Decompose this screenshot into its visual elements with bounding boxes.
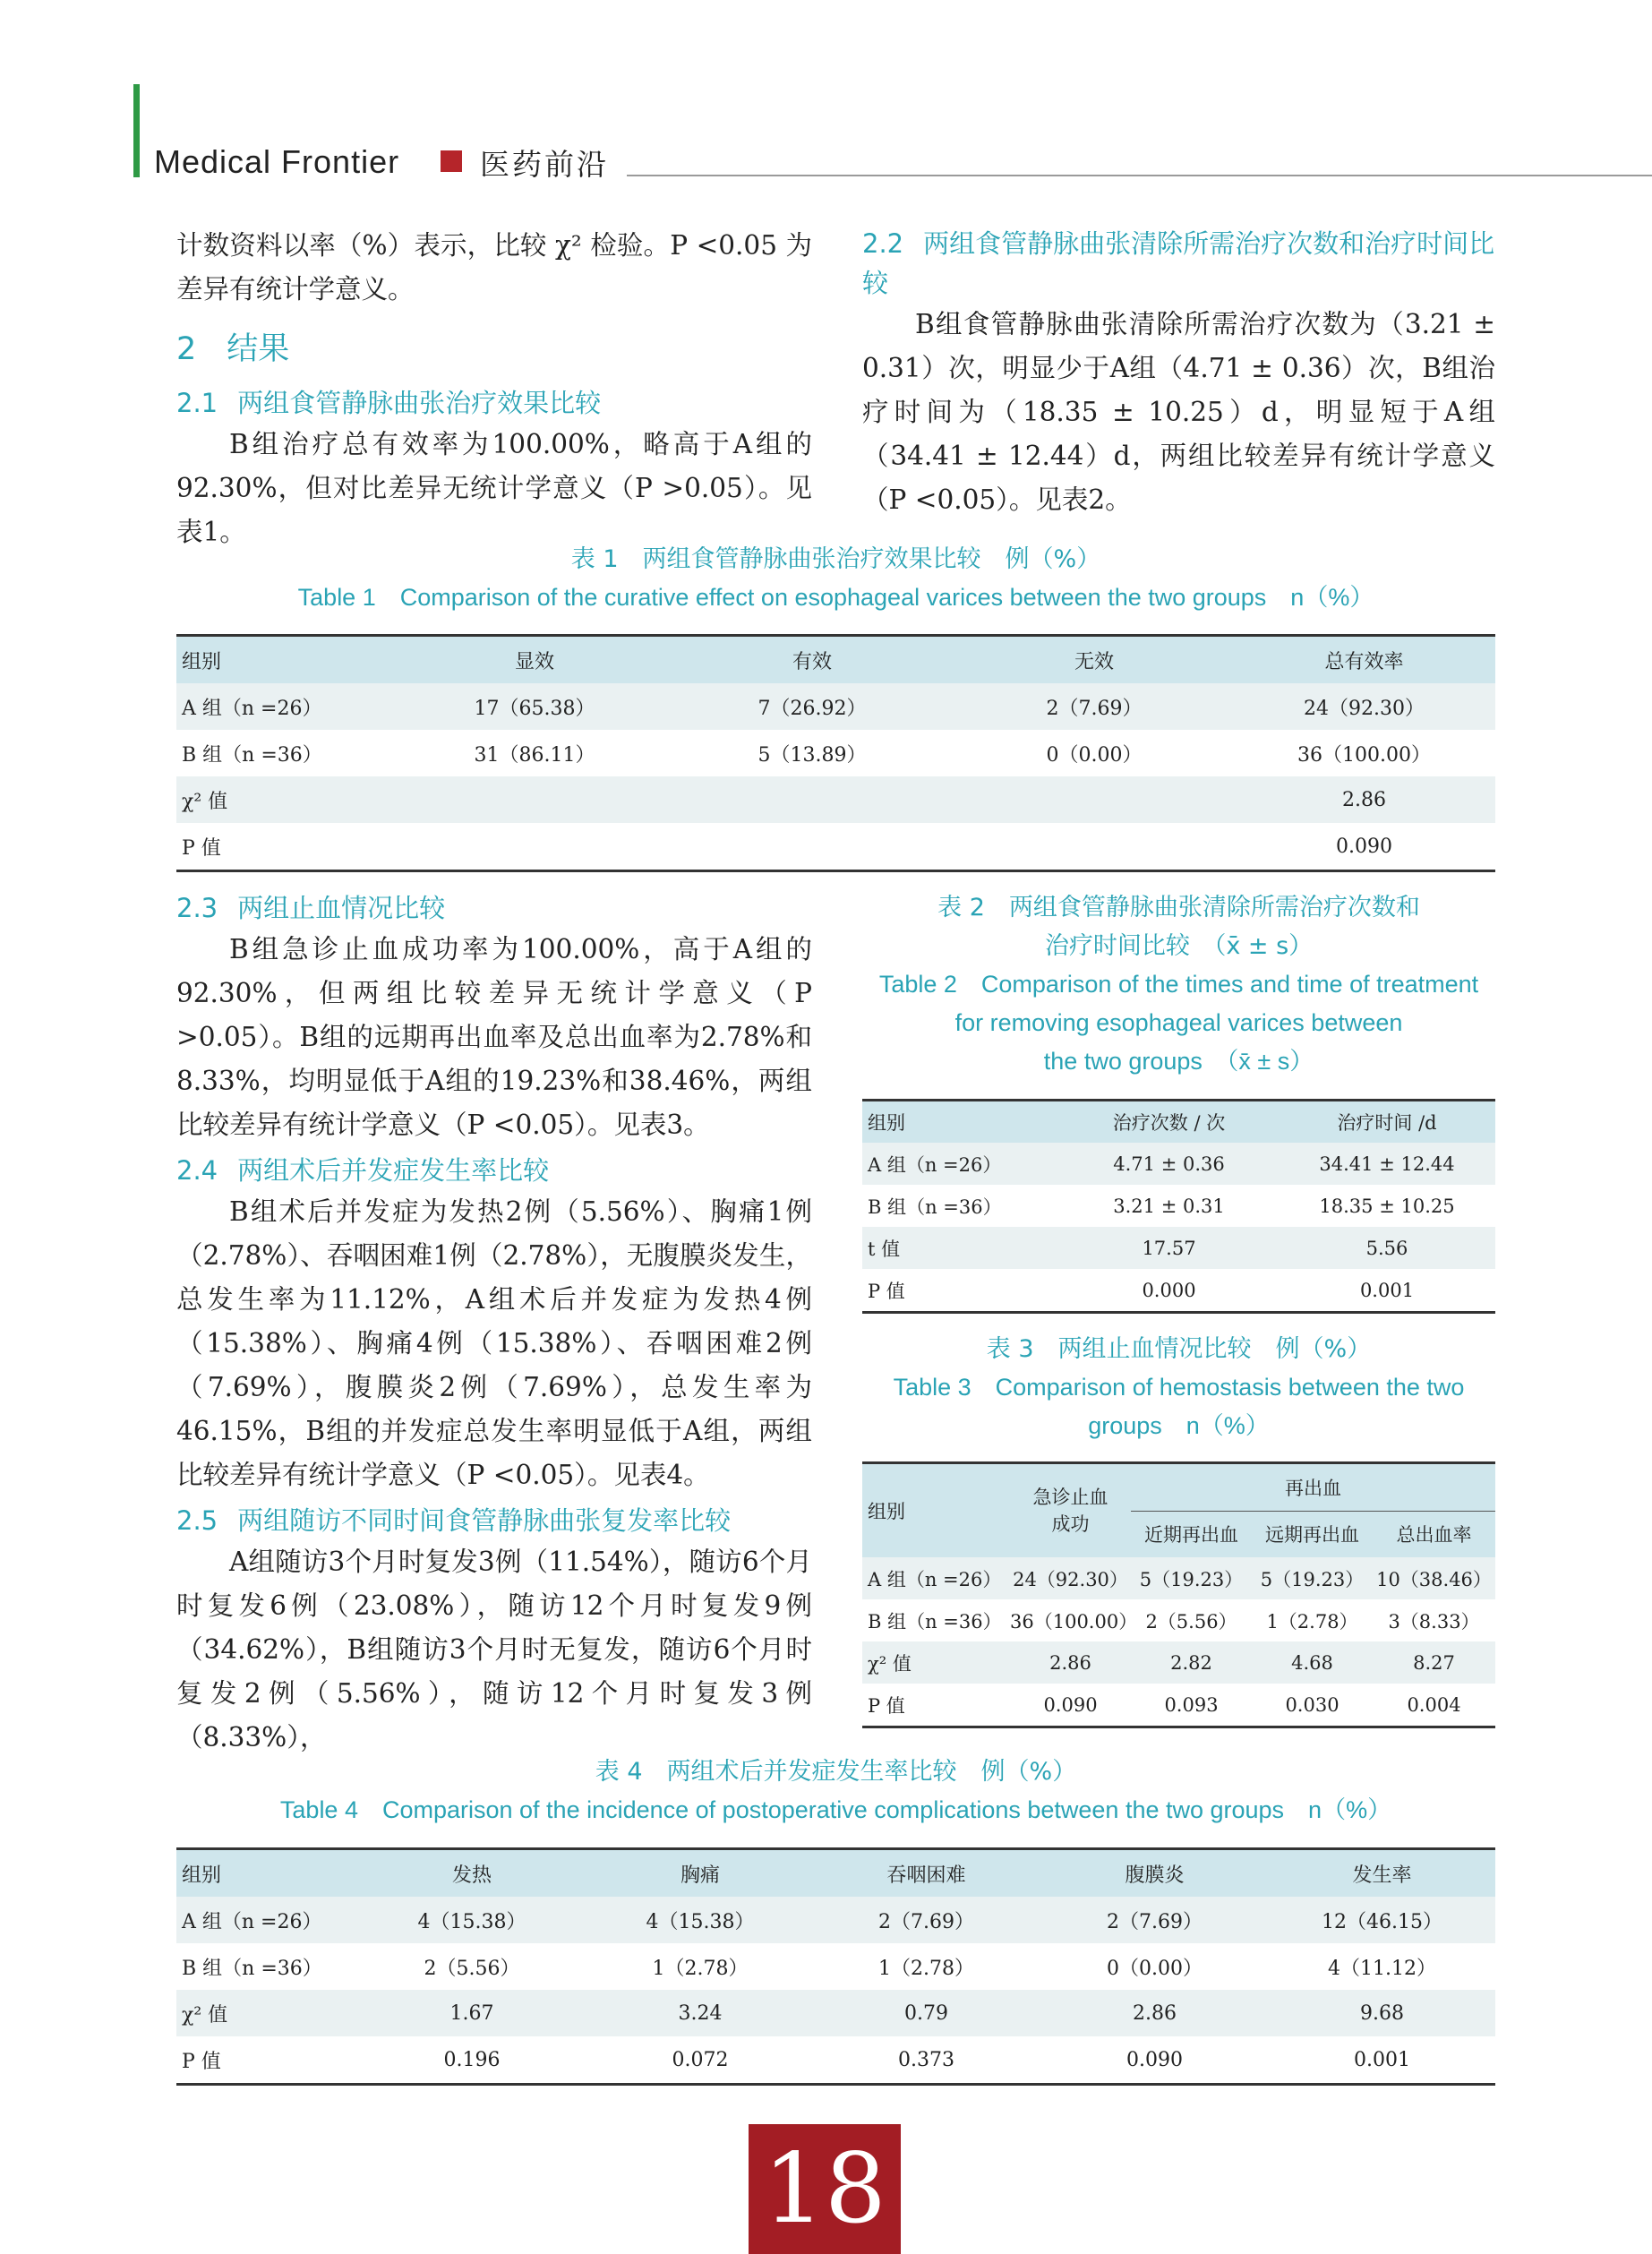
section-number: 2.3: [176, 893, 218, 923]
header-cell: 显效: [400, 636, 669, 684]
cell: 2.86: [1010, 1641, 1131, 1684]
cell: 2（5.56）: [1145, 1610, 1237, 1633]
cell: [400, 823, 669, 871]
cell: P 值: [182, 836, 221, 860]
cell: A 组（n =26）: [862, 1557, 1010, 1599]
cell: 31（86.11）: [474, 743, 595, 767]
cell: [669, 823, 955, 871]
table-row: [862, 1557, 1495, 1599]
section-number: 2.2: [862, 228, 904, 259]
table-header-row: [176, 636, 1495, 684]
cell: 4.71 ± 0.36: [1059, 1143, 1279, 1185]
table-1: [176, 634, 1495, 872]
cell: 17.57: [1059, 1227, 1279, 1269]
cell: 0.072: [672, 2048, 729, 2071]
table-row: [176, 1990, 1495, 2036]
section-number: 2.4: [176, 1155, 218, 1186]
cell: B 组（n =36）: [868, 1196, 1002, 1218]
cell: 0.090: [1043, 1693, 1098, 1716]
caption-cn: 治疗时间比较 （x̄ ± s）: [1044, 932, 1314, 960]
cell: 12（46.15）: [1269, 1897, 1495, 1943]
cell: 1（2.78）: [878, 1957, 974, 1980]
cell: B 组（n =36）: [182, 1957, 322, 1980]
cell: 8.27: [1373, 1641, 1495, 1684]
cell: 5（13.89）: [758, 743, 867, 767]
caption-en: groups n（%）: [1088, 1412, 1270, 1439]
cell: 0（0.00）: [1046, 743, 1143, 767]
cell: 4（15.38）: [355, 1897, 588, 1943]
header-cell: 组别: [862, 1463, 1010, 1558]
cell: 36（100.00）: [1010, 1610, 1138, 1633]
section-title: 两组术后并发症发生率比较: [237, 1155, 550, 1186]
header-cell: 发热: [355, 1849, 588, 1898]
cell: 0.001: [1359, 1279, 1415, 1301]
cell: 0.000: [1142, 1279, 1196, 1301]
header-cell: 组别: [176, 1849, 355, 1898]
header-cell: 无效: [955, 636, 1233, 684]
header-cell: 总出血率: [1373, 1511, 1495, 1557]
cell: A 组（n =26）: [176, 683, 400, 730]
caption-en: Table 4 Comparison of the incidence of postoperative complications between the two groups n（%）: [279, 1796, 1392, 1823]
paragraph-2-5: A组随访3个月时复发3例（11.54%），随访6个月时复发6例（23.08%），随访12个月时复发9例（34.62%），B组随访3个月时无复发，随访6个月时复发2例（5.56%），随访12个月时复发3例（8.33%），: [176, 1547, 812, 1753]
cell: 3.21 ± 0.31: [1113, 1195, 1225, 1217]
cell: 10（38.46）: [1373, 1557, 1495, 1599]
section-2-1-heading: [176, 383, 812, 423]
cell: 4（15.38）: [588, 1897, 812, 1943]
cell: χ² 值: [176, 776, 400, 823]
table-header-row: [862, 1101, 1495, 1144]
table-row: [862, 1143, 1495, 1185]
section-2-4-heading: [176, 1151, 812, 1190]
header-cell: 发生率: [1269, 1849, 1495, 1898]
cell: 34.41 ± 12.44: [1279, 1143, 1495, 1185]
section-title: 两组食管静脉曲张清除所需治疗次数和治疗时间比较: [862, 228, 1495, 298]
table-row: [176, 1897, 1495, 1943]
cell: 2（7.69）: [955, 683, 1233, 730]
cell: 0（0.00）: [1107, 1957, 1203, 1980]
paragraph-stats-method: 计数资料以率（%）表示，比较 χ² 检验。P <0.05 为差异有统计学意义。: [176, 230, 812, 304]
header-cell: 总有效率: [1233, 636, 1495, 684]
header-cell: 有效: [669, 636, 955, 684]
paragraph-2-4: B组术后并发症为发热2例（5.56%）、胸痛1例（2.78%）、吞咽困难1例（2.78%），无腹膜炎发生，总发生率为11.12%，A组术后并发症为发热4例（15.38%）、胸痛4例（15.38%）、吞咽困难2例（7.69%），腹膜炎2例（7.69%），总发生率为46.15%，B组的并发症总发生率明显低于A组，两组比较差异有统计学意义（P <0.05）。见表4。: [176, 1196, 812, 1490]
table-row: [176, 823, 1495, 871]
header-cell: 远期再出血: [1252, 1511, 1373, 1557]
cell: 7（26.92）: [669, 683, 955, 730]
caption-en: Table 1 Comparison of the curative effect on esophageal varices between the two groups n（%）: [297, 584, 1374, 611]
caption-cn: 表 2 两组食管静脉曲张清除所需治疗次数和: [937, 894, 1420, 921]
table-row: [176, 776, 1495, 823]
cell: 0.093: [1164, 1693, 1219, 1716]
left-column-middle: [176, 888, 812, 1760]
cell: B 组（n =36）: [868, 1610, 1002, 1633]
table-row: [176, 730, 1495, 776]
caption-cn: 表 4 两组术后并发症发生率比较 例（%）: [595, 1758, 1077, 1786]
cell: 0.030: [1285, 1693, 1340, 1716]
table-header-row: [862, 1463, 1495, 1512]
caption-en: Table 2 Comparison of the times and time of treatment: [878, 971, 1479, 998]
header-cell: 胸痛: [588, 1849, 812, 1898]
caption-en: the two groups （x̄ ± s）: [1043, 1048, 1314, 1075]
header-cell: 吞咽困难: [812, 1849, 1040, 1898]
cell: 36（100.00）: [1297, 743, 1431, 767]
cell: 0.196: [443, 2048, 501, 2071]
cell: 2.86: [1233, 776, 1495, 823]
cell: 5（19.23）: [1252, 1557, 1373, 1599]
cell: B 组（n =36）: [182, 743, 322, 767]
caption-en: Table 3 Comparison of hemostasis between the two: [893, 1374, 1465, 1401]
table-row: [862, 1684, 1495, 1727]
table-row: [862, 1641, 1495, 1684]
header-cell: 再出血: [1131, 1463, 1495, 1512]
section-number: 2.5: [176, 1505, 218, 1536]
cell: 1（2.78）: [1266, 1610, 1358, 1633]
cell: P 值: [182, 2050, 221, 2073]
header-cell: 腹膜炎: [1040, 1849, 1269, 1898]
cell: χ² 值: [176, 1990, 355, 2036]
table-4: [176, 1847, 1495, 2086]
cell: 5.56: [1279, 1227, 1495, 1269]
right-column-top: [862, 224, 1495, 522]
table-row: [176, 1943, 1495, 1990]
caption-cn: 表 3 两组止血情况比较 例（%）: [986, 1335, 1372, 1363]
left-column-top: [176, 224, 812, 554]
cell: 0.373: [898, 2048, 954, 2071]
paragraph-2-1: B组治疗总有效率为100.00%，略高于A组的92.30%，但对比差异无统计学意义（P >0.05）。见表1。: [176, 429, 812, 547]
cell: [955, 823, 1233, 871]
cell: 2（5.56）: [424, 1957, 520, 1980]
cell: 24（92.30）: [1233, 683, 1495, 730]
table-4-caption: [176, 1753, 1495, 1830]
header-cell: 治疗次数 / 次: [1059, 1101, 1279, 1144]
cell: 4.68: [1252, 1641, 1373, 1684]
section-title: 两组食管静脉曲张治疗效果比较: [237, 388, 602, 418]
header-cell: 急诊止血成功: [1010, 1463, 1131, 1558]
cell: 3.24: [588, 1990, 812, 2036]
cell: 4（11.12）: [1328, 1957, 1436, 1980]
paragraph-2-3: B组急诊止血成功率为100.00%，高于A组的92.30%，但两组比较差异无统计学意义（P >0.05）。B组的远期再出血率及总出血率为2.78%和8.33%，均明显低于A组的19.23%和38.46%，两组比较差异有统计学意义（P <0.05）。见表3。: [176, 934, 812, 1140]
caption-cn: 表 1 两组食管静脉曲张治疗效果比较 例（%）: [570, 545, 1101, 573]
cell: 0.090: [1336, 835, 1392, 858]
table-row: [176, 683, 1495, 730]
cell: 0.79: [812, 1990, 1040, 2036]
cell: 18.35 ± 10.25: [1319, 1195, 1455, 1217]
cell: A 组（n =26）: [176, 1897, 355, 1943]
cell: 2（7.69）: [1040, 1897, 1269, 1943]
section-2-3-heading: [176, 888, 812, 928]
table-1-caption: [176, 540, 1495, 617]
header-cell: 治疗时间 /d: [1279, 1101, 1495, 1144]
cell: 3（8.33）: [1388, 1610, 1480, 1633]
journal-name-cn: 医药前沿: [480, 147, 609, 182]
table-row: [176, 2036, 1495, 2085]
section-2-2-heading: [862, 224, 1495, 303]
cell: χ² 值: [862, 1641, 1010, 1684]
table-3-caption: [862, 1330, 1495, 1445]
header-cell: 组别: [176, 636, 400, 684]
cell: 9.68: [1269, 1990, 1495, 2036]
header-accent-bar: [133, 84, 140, 177]
caption-en: for removing esophageal varices between: [954, 1009, 1403, 1036]
cell: 0.001: [1354, 2048, 1410, 2071]
cell: A 组（n =26）: [862, 1143, 1059, 1185]
cell: 5（19.23）: [1131, 1557, 1252, 1599]
cell: [400, 776, 669, 823]
section-2-heading: [176, 331, 812, 367]
table-2-caption: [862, 888, 1495, 1081]
table-row: [862, 1185, 1495, 1227]
cell: 0.090: [1126, 2048, 1183, 2071]
header-square-icon: [441, 150, 462, 172]
header-cell: 近期再出血: [1131, 1511, 1252, 1557]
cell: 0.004: [1407, 1693, 1461, 1716]
section-title: 两组随访不同时间食管静脉曲张复发率比较: [237, 1505, 732, 1536]
section-2-5-heading: [176, 1501, 812, 1540]
cell: [669, 776, 955, 823]
cell: 24（92.30）: [1010, 1557, 1131, 1599]
table-2: [862, 1099, 1495, 1314]
cell: [955, 776, 1233, 823]
page-number: 18: [749, 2124, 901, 2254]
header-rule: [627, 175, 1652, 176]
cell: 2（7.69）: [812, 1897, 1040, 1943]
paragraph-2-2: B组食管静脉曲张清除所需治疗次数为（3.21 ± 0.31）次，明显少于A组（4.71 ± 0.36）次，B组治疗时间为（18.35 ± 10.25）d，明显短于A组（34.41 ± 12.44）d，两组比较差异有统计学意义（P <0.05）。见表2。: [862, 309, 1495, 515]
cell: 17（65.38）: [400, 683, 669, 730]
section-title: 结果: [227, 331, 290, 367]
cell: 2.82: [1131, 1641, 1252, 1684]
cell: 2.86: [1040, 1990, 1269, 2036]
table-3: [862, 1461, 1495, 1728]
cell: 1（2.78）: [652, 1957, 749, 1980]
cell: P 值: [868, 1694, 905, 1717]
journal-name-en: Medical Frontier: [154, 143, 400, 180]
section-title: 两组止血情况比较: [237, 893, 446, 923]
section-number: 2.1: [176, 388, 218, 418]
table-row: [862, 1227, 1495, 1269]
cell: P 值: [868, 1280, 905, 1302]
table-row: [862, 1269, 1495, 1313]
header-cell: 组别: [862, 1101, 1059, 1144]
cell: 1.67: [355, 1990, 588, 2036]
section-number: 2: [176, 331, 197, 367]
table-row: [862, 1599, 1495, 1641]
cell: t 值: [862, 1227, 1059, 1269]
table-header-row: [176, 1849, 1495, 1898]
